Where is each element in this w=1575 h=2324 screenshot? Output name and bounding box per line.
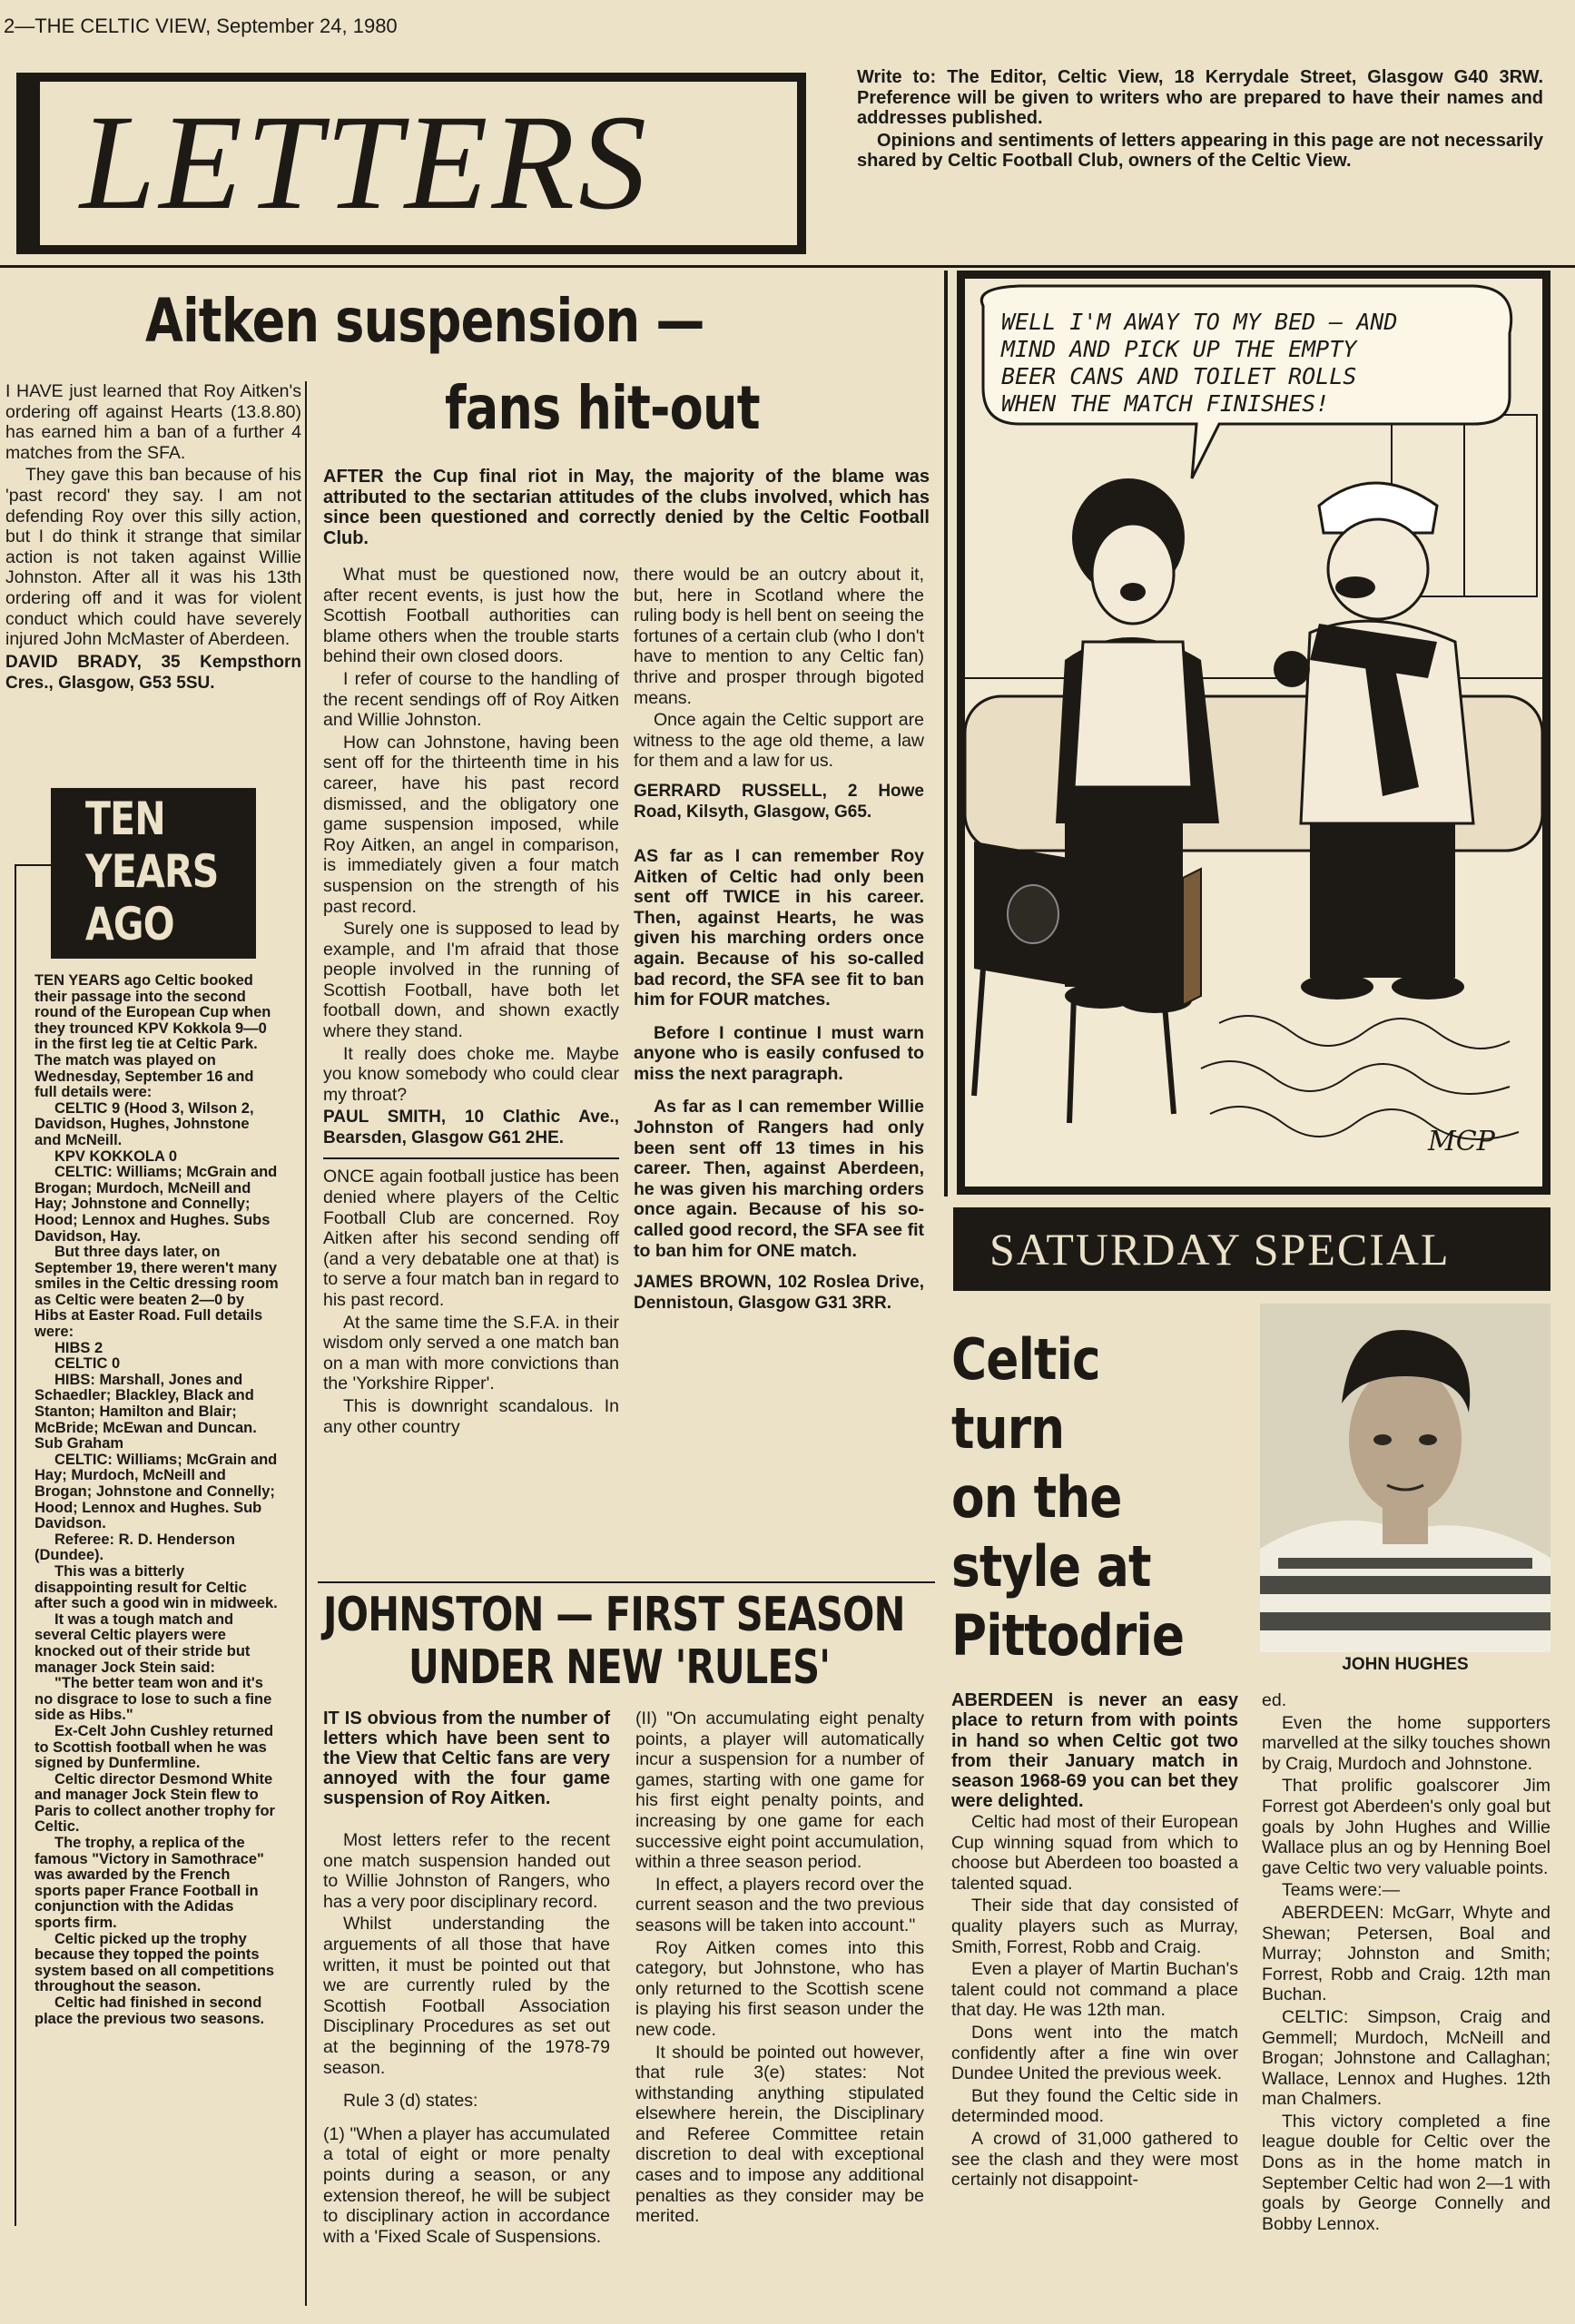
smith-signature: PAUL SMITH, 10 Clathic Ave., Bearsden, Glasgow G61 2HE.	[323, 1108, 619, 1148]
main-story-intro: AFTER the Cup final riot in May, the majority of the blame was attributed to the sectarian attitudes of the clubs involved, which has since been questioned and correctly denied by the Celtic Football Club.	[323, 467, 930, 548]
johnston-paragraph: (1) "When a player has accumulated a total of eight or more penalty points during a season, or any extension thereof, he will be subject to disciplinary action in accordance with a 'Fixed Scale of Suspensions.	[323, 2123, 610, 2247]
cartoon-television	[974, 842, 1201, 1123]
saturday-headline-line: style at	[951, 1533, 1151, 1600]
cartoon-speech-line: WHEN THE MATCH FINISHES!	[1001, 390, 1330, 417]
saturday-paragraph: Celtic had most of their European Cup winning squad from which to choose but Aberdeen too boasted a talented squad.	[951, 1812, 1238, 1894]
tya-paragraph: But three days later, on September 19, there weren't many smiles in the Celtic dressing room as Celtic were beaten 2—0 by Hibs at Easter Road. Full details were:	[34, 1244, 279, 1341]
russell-paragraph: there would be an outcry about it, but, here in Scotland where the ruling body is hell bent on seeing the fortunes of a certain club (who I don't have to mention to any Celtic fan) thrive and prosper through bigoted means.	[634, 565, 924, 708]
smith-paragraph: I refer of course to the handling of the recent sendings off of Roy Aitken and Willie Johnston.	[323, 668, 619, 731]
saturday-paragraph: A crowd of 31,000 gathered to see the clash and they were most certainly not disappoint-	[951, 2128, 1238, 2191]
saturday-paragraph: ABERDEEN: McGarr, Whyte and Shewan; Petersen, Boal and Murray; Johnston and Smith; Forrest, Robb and Craig. 12th man Buchan.	[1262, 1902, 1550, 2005]
smith-paragraph: It really does choke me. Maybe you know somebody who could clear my throat?	[323, 1043, 619, 1105]
johnston-paragraph: Rule 3 (d) states:	[343, 2091, 478, 2112]
saturday-special-col1	[951, 1812, 1238, 2192]
cartoon-speech-line: MIND AND PICK UP THE EMPTY	[1001, 336, 1357, 362]
saturday-special-col2	[1262, 1690, 1550, 2236]
brown-paragraph: Before I continue I must warn anyone who is easily confused to miss the next paragraph.	[634, 1022, 924, 1084]
tya-paragraph: Ex-Celt John Cushley returned to Scottish football when he was signed by Dunfermline.	[34, 1722, 274, 1772]
john-hughes-photo	[1260, 1304, 1550, 1652]
tya-paragraph: Celtic director Desmond White and manager Jock Stein flew to Paris to collect another trophy for Celtic.	[34, 1770, 275, 1836]
tya-paragraph: "The better team won and it's no disgrace to lose to such a fine side as Hibs."	[34, 1675, 272, 1724]
saturday-special-banner	[953, 1207, 1550, 1291]
saturday-headline-line: Pittodrie	[951, 1602, 1185, 1669]
tya-paragraph: TEN YEARS ago Celtic booked their passage into the second round of the European Cup when they trounced KPV Kokkola 9—0 in the first leg tie at Celtic Park. The match was played on Wednesday, September 16 and full details were:	[34, 972, 271, 1101]
brown-signature: JAMES BROWN, 102 Roslea Drive, Dennistoun, Glasgow G31 3RR.	[634, 1273, 924, 1314]
saturday-paragraph: Even a player of Martin Buchan's talent could not command a place that day. He was 12th man.	[951, 1959, 1238, 2021]
saturday-headline-line: turn	[951, 1395, 1065, 1462]
disclaimer-text: Opinions and sentiments of letters appearing in this page are not necessarily shared by Celtic Football Club, owners of the Celtic View.	[857, 130, 1543, 171]
saturday-special-title: SATURDAY SPECIAL	[989, 1224, 1451, 1275]
tya-paragraph: CELTIC 9 (Hood 3, Wilson 2, Davidson, Hughes, Johnstone and McNeill.	[34, 1099, 254, 1148]
brown-paragraph: AS far as I can remember Roy Aitken of Celtic had only been sent off TWICE in his career. Then, against Hearts, he was given his marching orders once again. Because of his so-called bad record, the SFA see fit to ban him for FOUR matches.	[634, 845, 924, 1010]
johnston-paragraph: Roy Aitken comes into this category, but Johnstone, who has only returned to the Scottish scene is playing his first season under the new code.	[635, 1937, 924, 2040]
saturday-paragraph: Even the home supporters marvelled at the silky touches shown by Craig, Murdoch and Johnstone.	[1262, 1712, 1550, 1774]
brady-signature: DAVID BRADY, 35 Kempsthorn Cres., Glasgow, G53 5SU.	[5, 652, 301, 693]
saturday-headline-line: on the	[951, 1464, 1122, 1531]
cartoon-speech-line: WELL I'M AWAY TO MY BED — AND	[1001, 309, 1398, 335]
russell-paragraph: This is downright scandalous. In any other country	[323, 1395, 619, 1437]
johnston-paragraph: Whilst understanding the arguements of all those that have written, it must be pointed out that we are currently ruled by the Scottish Football Association Disciplinary Procedures as set out at the beginning of the 1978-79 season.	[323, 1914, 610, 2078]
cartoon-speech-line: BEER CANS AND TOILET ROLLS	[1001, 363, 1357, 389]
johnston-headline-line1: JOHNSTON — FIRST SEASON	[323, 1588, 905, 1642]
johnston-paragraph: It should be pointed out however, that rule 3(e) states: Not withstanding anything stipulated elsewhere herein, the Disciplinary and Referee Committee retain discretion to deal with exceptional cases and to impose any additional penalties as they consider may be merited.	[635, 2042, 924, 2227]
johnston-paragraph: (II) "On accumulating eight penalty points, a player will automatically incur a suspension for a number of games, starting with one game for his first eight penalty points, and increasing by one game for each successive eight point accumulation, within a three season period.	[635, 1709, 924, 1873]
saturday-paragraph: CELTIC: Simpson, Craig and Gemmell; Murdoch, McNeill and Brogan; Johnstone and Callaghan; Wallace, Lennox and Hughes. 12th man Chalmers.	[1262, 2006, 1550, 2110]
write-to-text: Write to: The Editor, Celtic View, 18 Kerrydale Street, Glasgow G40 3RW. Preference will be given to writers who are prepared to have their names and addresses published.	[857, 67, 1543, 128]
main-headline-line2: fans hit-out	[445, 373, 760, 443]
ten-years-ago-title-box	[51, 788, 256, 959]
johnston-paragraph: In effect, a players record over the current season and the two previous seasons will be taken into account."	[635, 1874, 924, 1935]
ten-years-ago-rule-top	[15, 864, 51, 866]
ten-years-ago-title-line: TEN	[85, 793, 165, 845]
main-headline-line1: Aitken suspension —	[145, 286, 704, 356]
main-story-col2	[634, 565, 924, 1314]
saturday-paragraph: Teams were:—	[1282, 1880, 1401, 1901]
tya-paragraph: CELTIC: Williams; McGrain and Brogan; Murdoch, McNeill and Hay; Johnstone and Connelly; Hood; Lennox and Hughes. Subs Davidson, Hay.	[34, 1164, 278, 1245]
saturday-paragraph: But they found the Celtic side in determinded mood.	[951, 2085, 1238, 2127]
saturday-paragraph: ed.	[1262, 1690, 1287, 1710]
page-folio: 2—THE CELTIC VIEW, September 24, 1980	[4, 15, 398, 37]
russell-signature: GERRARD RUSSELL, 2 Howe Road, Kilsyth, Glasgow, G65.	[634, 781, 924, 822]
cartoon-signature: MCP	[1428, 1126, 1495, 1157]
tya-paragraph: KPV KOKKOLA 0	[54, 1147, 178, 1165]
letter-brady	[5, 381, 301, 694]
tya-paragraph: Referee: R. D. Henderson (Dundee).	[34, 1531, 235, 1564]
johnston-intro: IT IS obvious from the number of letters which have been sent to the View that Celtic fans are very annoyed with the four game suspension of Roy Aitken.	[323, 1709, 610, 1808]
johnston-col2	[635, 1709, 924, 2229]
saturday-special-intro: ABERDEEN is never an easy place to return from with points in hand so when Celtic got two from their January match in season 1968-69 you can bet they were delighted.	[951, 1690, 1238, 1812]
smith-paragraph: Surely one is supposed to lead by example, and I'm afraid that those people involved in the running of Scottish Football, have both let football down, and shown exactly where they stand.	[323, 919, 619, 1042]
saturday-paragraph: That prolific goalscorer Jim Forrest got Aberdeen's only goal but goals by John Hughes and Willie Wallace plus an og by Henning Boel gave Celtic two very valuable points.	[1262, 1776, 1550, 1878]
cartoon-man	[1274, 483, 1473, 1000]
ten-years-ago-body	[34, 973, 280, 2027]
saturday-paragraph: Dons went into the match confidently after a fine win over Dundee United the previous week.	[951, 2022, 1238, 2084]
tya-paragraph: HIBS: Marshall, Jones and Schaedler; Blackley, Black and Stanton; Hamilton and Blair; McBride; McEwan and Duncan. Sub Graham	[34, 1371, 257, 1452]
saturday-headline-line: Celtic	[951, 1326, 1100, 1393]
masthead-box	[16, 73, 806, 254]
smith-paragraph: What must be questioned now, after recent events, is just how the Scottish Football authorities can blame others when the trouble starts behind their own closed doors.	[323, 565, 619, 667]
saturday-paragraph: Their side that day consisted of quality players such as Murray, Smith, Forrest, Robb and Craig.	[951, 1896, 1238, 1957]
johnston-col1	[323, 1830, 610, 2249]
write-to-box	[857, 67, 1543, 173]
masthead-title: LETTERS	[80, 87, 651, 238]
tya-paragraph: The trophy, a replica of the famous "Victory in Samothrace" was awarded by the French sports paper France Football in conjunction with the Adidas sports firm.	[34, 1835, 264, 1932]
letter-divider	[323, 1157, 619, 1159]
column-divider-cartoon	[944, 271, 948, 1196]
photo-caption: JOHN HUGHES	[1342, 1655, 1469, 1674]
cartoon-illustration	[965, 279, 1542, 1187]
top-divider	[0, 265, 1575, 268]
ten-years-ago-rule	[15, 864, 16, 2226]
cartoon-frame	[957, 271, 1550, 1195]
russell-paragraph: Once again the Celtic support are witness to the age old theme, a law for them and a law for us.	[634, 710, 924, 772]
tya-paragraph: HIBS 2	[54, 1339, 103, 1356]
ten-years-ago-title-line: AGO	[85, 898, 174, 950]
brady-paragraph: They gave this ban because of his 'past record' they say. I am not defending Roy over this silly action, but I do think it strange that similar action is not taken against Willie Johnston. After all it was his 13th ordering off and it was for violent conduct which could have severely injured John McMaster of Aberdeen.	[5, 465, 301, 650]
tya-paragraph: CELTIC: Williams; McGrain and Hay; Murdoch, McNeill and Brogan; Johnstone and Connelly; Hood; Lennox and Hughes. Sub Davidson.	[34, 1451, 278, 1532]
saturday-special-headline	[951, 1325, 1222, 1670]
column-divider-left	[305, 381, 307, 2306]
johnston-headline-line2: UNDER NEW 'RULES'	[409, 1640, 831, 1695]
tya-paragraph: Celtic picked up the trophy because they topped the points system based on all competitions throughout the season.	[34, 1930, 275, 1995]
tya-paragraph: This was a bitterly disappointing result for Celtic after such a good win in midweek.	[34, 1562, 278, 1612]
tya-paragraph: CELTIC 0	[54, 1355, 121, 1373]
russell-paragraph: At the same time the S.F.A. in their wisdom only served a one match ban on a man with more convictions than the 'Yorkshire Ripper'.	[323, 1312, 619, 1394]
player-portrait	[1260, 1304, 1550, 1652]
russell-paragraph: ONCE again football justice has been denied where players of the Celtic Football Club are concerned. Roy Aitken after his second sending off (and a very debatable one at that) is to serve a four match ban in regard to his past record.	[323, 1167, 619, 1310]
ten-years-ago-title-line: YEARS	[85, 845, 219, 898]
johnston-top-rule	[318, 1581, 935, 1583]
saturday-paragraph: This victory completed a fine league double for Celtic over the Dons as in the home match in September Celtic had won 2—1 with goals by George Connelly and Bobby Lennox.	[1262, 2111, 1550, 2234]
johnston-paragraph: Most letters refer to the recent one match suspension handed out to Willie Johnston of Rangers, who has a very poor disciplinary record.	[323, 1830, 610, 1912]
brown-paragraph: As far as I can remember Willie Johnston of Rangers had only been sent off 13 times in his career. Then, against Aberdeen, he was given his marching orders once again. Because of his so-called good record, the SFA see fit to ban him for ONE match.	[634, 1097, 924, 1261]
main-story-col1	[323, 565, 619, 1439]
tya-paragraph: Celtic had finished in second place the previous two seasons.	[34, 1994, 265, 2027]
tya-paragraph: It was a tough match and several Celtic players were knocked out of their stride but manager Jock Stein said:	[34, 1610, 251, 1676]
smith-paragraph: How can Johnstone, having been sent off for the thirteenth time in his career, have his past record dismissed, and the obligatory one game suspension imposed, while Roy Aitken, an angel in comparison, is immediately given a four match suspension on the strength of his past record.	[323, 732, 619, 917]
brady-paragraph: I HAVE just learned that Roy Aitken's ordering off against Hearts (13.8.80) has earned him a ban of a further 4 matches from the SFA.	[5, 381, 301, 463]
